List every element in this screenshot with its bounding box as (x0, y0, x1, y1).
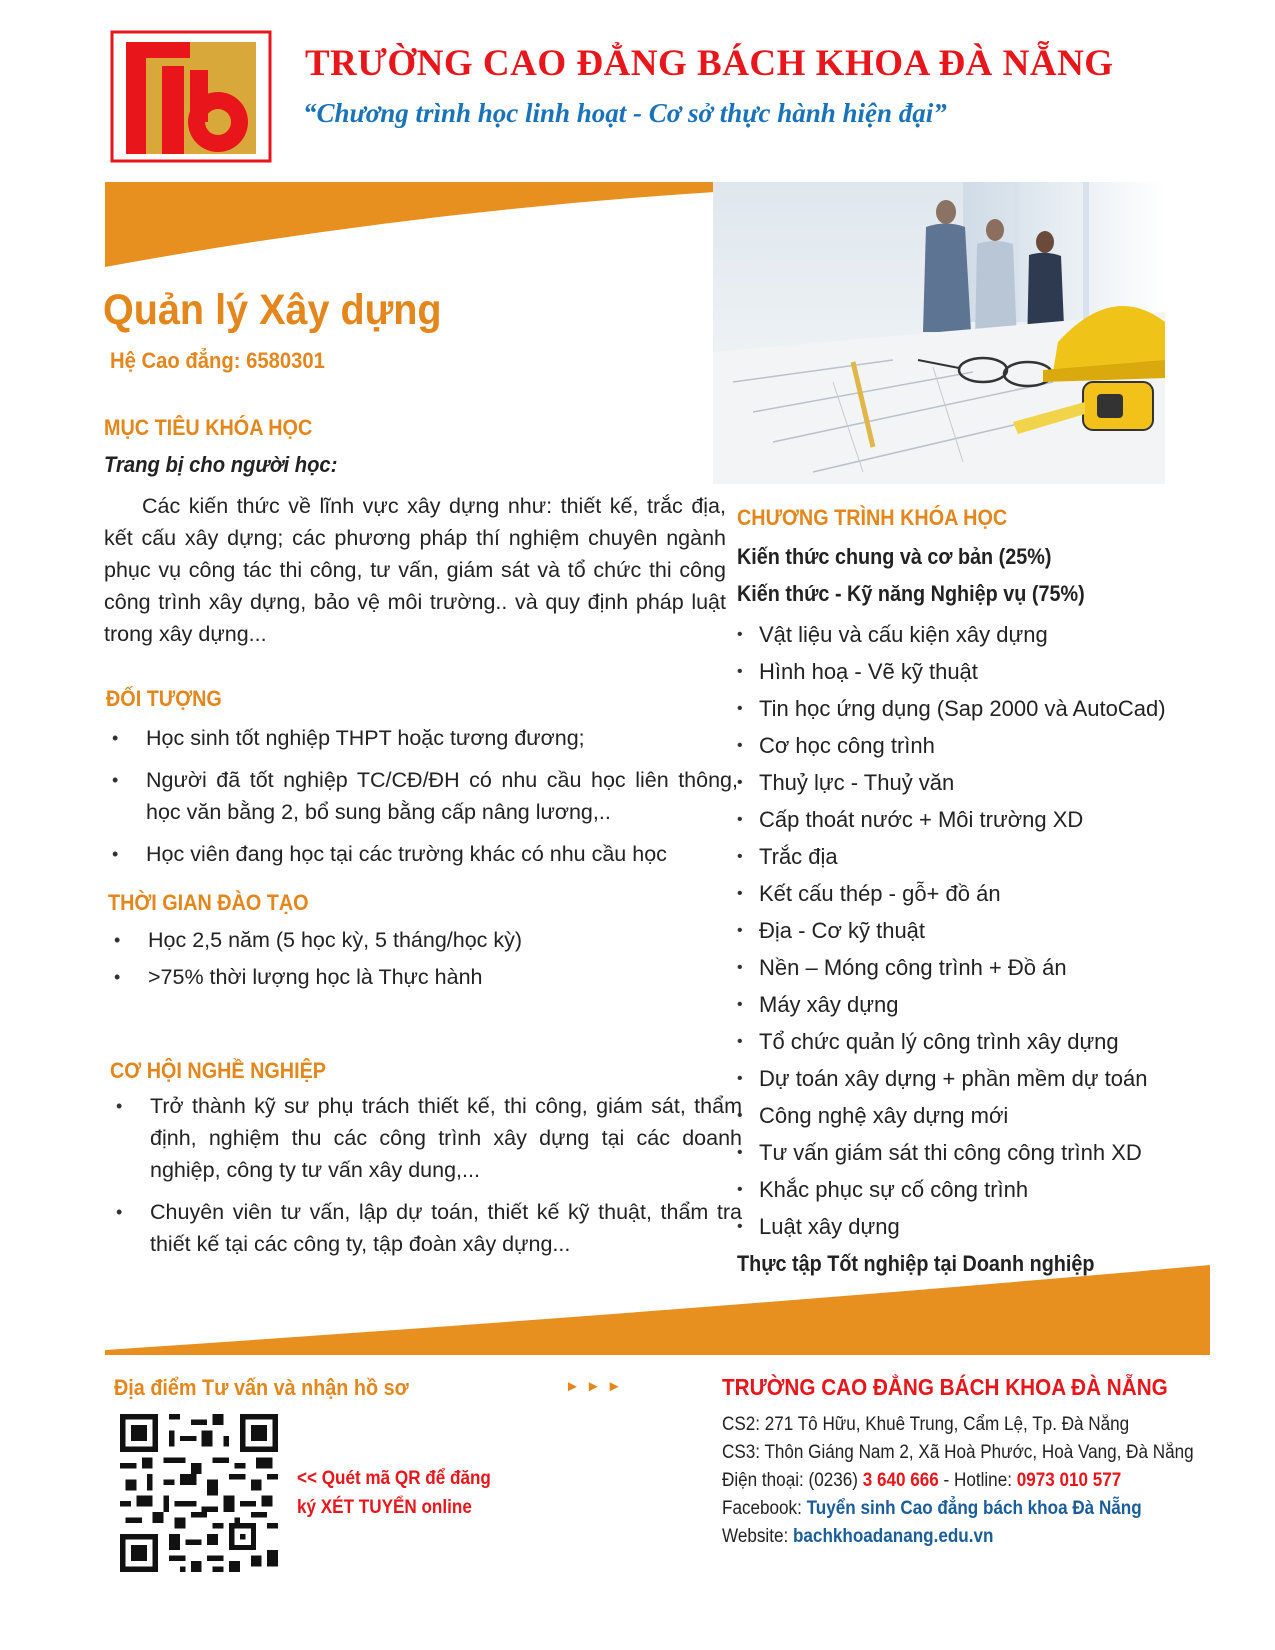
course-item: • Công nghệ xây dựng mới (737, 1097, 1257, 1134)
target-item: • Học sinh tốt nghiệp THPT hoặc tương đương; (108, 722, 738, 754)
qr-caption-line2: ký XÉT TUYỂN online (297, 1497, 472, 1518)
course-list (737, 616, 1257, 1245)
course-item: • Luật xây dựng (737, 1208, 1257, 1245)
course-item: • Tin học ứng dụng (Sap 2000 và AutoCad) (737, 690, 1257, 727)
footer-school-name: TRƯỜNG CAO ĐẲNG BÁCH KHOA ĐÀ NẴNG (722, 1374, 1168, 1400)
website-label: Website: (722, 1526, 789, 1547)
hotline-label: - Hotline: (943, 1470, 1012, 1491)
goals-heading: MỤC TIÊU KHÓA HỌC (104, 415, 313, 440)
curriculum-heading: CHƯƠNG TRÌNH KHÓA HỌC (737, 505, 1008, 530)
phone-number[interactable]: 3 640 666 (862, 1470, 939, 1491)
bottom-orange-swoosh (105, 1265, 1210, 1355)
curriculum-skills: Kiến thức - Kỹ năng Nghiệp vụ (75%) (737, 581, 1085, 606)
school-logo (110, 30, 272, 163)
website-link[interactable]: bachkhoadanang.edu.vn (792, 1526, 994, 1547)
goals-subheading: Trang bị cho người học: (104, 452, 338, 477)
curriculum-general: Kiến thức chung và cơ bản (25%) (737, 544, 1052, 569)
course-item: • Máy xây dựng (737, 986, 1257, 1023)
campus-2-address: CS2: 271 Tô Hữu, Khuê Trung, Cẩm Lệ, Tp. Đà Nẵng (722, 1414, 1130, 1435)
course-item: • Nền – Móng công trình + Đồ án (737, 949, 1257, 986)
duration-item: • >75% thời lượng học là Thực hành (110, 961, 700, 993)
duration-item: • Học 2,5 năm (5 học kỳ, 5 tháng/học kỳ) (110, 924, 700, 956)
career-item: • Chuyên viên tư vấn, lập dự toán, thiết kế kỹ thuật, thẩm tra thiết kế tại các công ty, tập đoàn xây dựng... (112, 1196, 742, 1260)
course-item: • Dự toán xây dựng + phần mềm dự toán (737, 1060, 1257, 1097)
careers-list (112, 1090, 742, 1270)
course-item: • Địa - Cơ kỹ thuật (737, 912, 1257, 949)
phone-label: Điện thoại: (0236) (722, 1470, 858, 1491)
course-item: • Kết cấu thép - gỗ+ đồ án (737, 875, 1257, 912)
internship-label: Thực tập Tốt nghiệp tại Doanh nghiệp (737, 1251, 1095, 1276)
course-item: • Tư vấn giám sát thi công công trình XD (737, 1134, 1257, 1171)
target-item: • Học viên đang học tại các trường khác có nhu cầu học (108, 838, 738, 870)
course-item: • Thuỷ lực - Thuỷ văn (737, 764, 1257, 801)
duration-heading: THỜI GIAN ĐÀO TẠO (108, 890, 309, 915)
facebook-link[interactable]: Tuyển sinh Cao đẳng bách khoa Đà Nẵng (806, 1498, 1142, 1519)
course-item: • Khắc phục sự cố công trình (737, 1171, 1257, 1208)
target-item: • Người đã tốt nghiệp TC/CĐ/ĐH có nhu cầu học liên thông, học văn bằng 2, bổ sung bằng cấp nâng lương,.. (108, 764, 738, 828)
facebook-line (722, 1498, 1142, 1520)
program-code: Hệ Cao đẳng: 6580301 (110, 348, 325, 373)
arrows-icon: ►►► (565, 1378, 628, 1395)
targets-heading: ĐỐI TƯỢNG (106, 686, 222, 711)
goals-text: Các kiến thức về lĩnh vực xây dựng như: thiết kế, trắc địa, kết cấu xây dựng; các phương pháp thí nghiệm chuyên ngành phục vụ công tác thi công, tư vấn, giám sát và tổ chức thi công công trình xây dựng, bảo vệ môi trường.. và quy định pháp luật trong xây dựng... (104, 494, 726, 646)
qr-caption (297, 1464, 491, 1522)
school-slogan: “Chương trình học linh hoạt - Cơ sở thực hành hiện đại” (303, 98, 947, 128)
course-item: • Tổ chức quản lý công trình xây dựng (737, 1023, 1257, 1060)
careers-heading: CƠ HỘI NGHỀ NGHIỆP (110, 1058, 327, 1083)
course-item: • Vật liệu và cấu kiện xây dựng (737, 616, 1257, 653)
qr-caption-line1: << Quét mã QR để đăng (297, 1468, 491, 1489)
course-item: • Trắc địa (737, 838, 1257, 875)
hotline-number[interactable]: 0973 010 577 (1016, 1470, 1122, 1491)
targets-list (108, 722, 738, 880)
campus-3-address: CS3: Thôn Giáng Nam 2, Xã Hoà Phước, Hoà Vang, Đà Nẵng (722, 1442, 1194, 1463)
top-orange-swoosh (105, 182, 715, 267)
facebook-label: Facebook: (722, 1498, 802, 1519)
registration-qr-code[interactable] (120, 1414, 278, 1572)
phone-line (722, 1470, 1121, 1492)
career-item: • Trở thành kỹ sư phụ trách thiết kế, thi công, giám sát, thẩm định, nghiệm thu các công trình xây dựng tại các doanh nghiệp, công ty tư vấn xây dung,... (112, 1090, 742, 1186)
construction-team-photo (713, 182, 1165, 484)
course-item: • Cơ học công trình (737, 727, 1257, 764)
duration-list (110, 924, 700, 998)
website-line (722, 1526, 993, 1548)
school-title: TRƯỜNG CAO ĐẲNG BÁCH KHOA ĐÀ NẴNG (305, 43, 1114, 84)
course-item: • Hình hoạ - Vẽ kỹ thuật (737, 653, 1257, 690)
course-item: • Cấp thoát nước + Môi trường XD (737, 801, 1257, 838)
program-title: Quản lý Xây dựng (103, 286, 442, 334)
consult-location-heading: Địa điểm Tư vấn và nhận hồ sơ (114, 1375, 409, 1400)
